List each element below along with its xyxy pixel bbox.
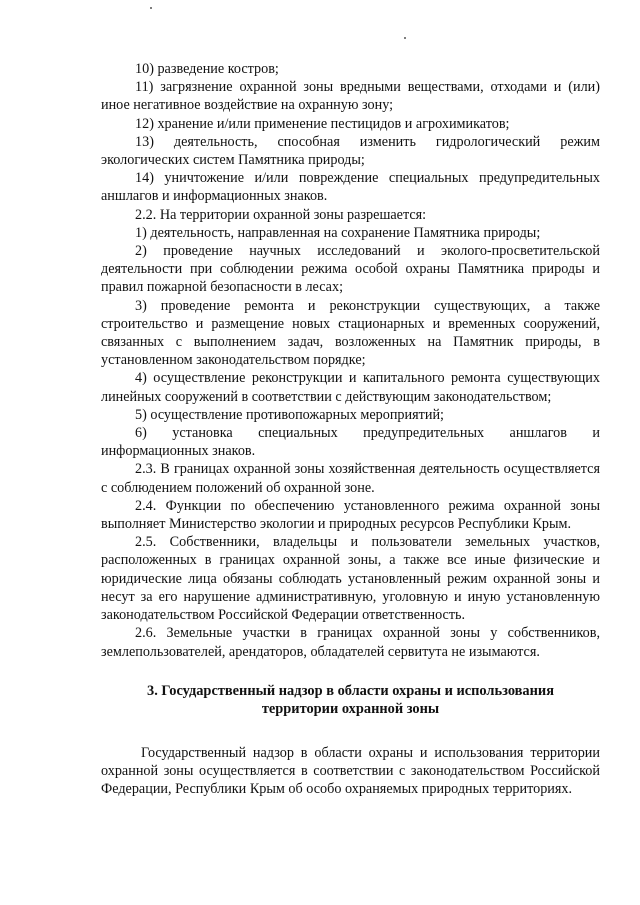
section-3-heading: 3. Государственный надзор в области охраны и использования территории охранной зоны	[147, 682, 554, 717]
allowed-item-4: 4) осуществление реконструкции и капитального ремонта существующих линейных сооружений в соответствии с действующим законодательством;	[101, 370, 600, 405]
prohibited-item-11: 11) загрязнение охранной зоны вредными веществами, отходами и (или) иное негативное воздействие на охранную зону;	[101, 79, 600, 114]
prohibited-item-14: 14) уничтожение и/или повреждение специальных предупредительных аншлагов и информационных знаков.	[101, 170, 600, 205]
prohibited-item-13: 13) деятельность, способная изменить гидрологический режим экологических систем Памятника природы;	[101, 133, 600, 169]
section-3-paragraph: Государственный надзор в области охраны и использования территории охранной зоны осуществляется в соответствии с законодательством Российской Федерации, Республики Крым об особо охраняемых природных территориях.	[101, 744, 600, 798]
prohibited-item-12: 12) хранение и/или применение пестицидов и агрохимикатов;	[135, 115, 510, 132]
allowed-item-1: 1) деятельность, направленная на сохранение Памятника природы;	[135, 224, 541, 241]
prohibited-item-10: 10) разведение костров;	[135, 61, 279, 77]
subsection-2-4: 2.4. Функции по обеспечению установленного режима охранной зоны выполняет Министерство экологии и природных ресурсов Республики Крым.	[101, 497, 600, 533]
allowed-item-3: 3) проведение ремонта и реконструкции существующих, а также строительство и размещение новых стационарных и временных сооружений, связанных с выполнением задач, возложенных на Памятник природы, в установленном законодательством порядке;	[101, 297, 600, 369]
section-2-continued	[101, 60, 600, 661]
subsection-2-5: 2.5. Собственники, владельцы и пользователи земельных участков, расположенных в границах охранной зоны, а также все иные физические и юридические лица обязаны соблюдать установленный режим охранной зоны и несут за его нарушение административную, уголовную и иную установленную законодательством Российской Федерации ответственность.	[101, 534, 600, 624]
subsection-2-2-heading: 2.2. На территории охранной зоны разрешается:	[135, 206, 427, 223]
subsection-2-6: 2.6. Земельные участки в границах охранной зоны у собственников, землепользователей, арендаторов, обладателей сервитута не изымаются.	[101, 625, 600, 660]
subsection-2-3: 2.3. В границах охранной зоны хозяйственная деятельность осуществляется с соблюдением положений об охранной зоне.	[101, 461, 600, 496]
allowed-item-6: 6) установка специальных предупредительных аншлагов и информационных знаков.	[101, 425, 600, 460]
scan-speck	[150, 7, 152, 9]
allowed-item-2: 2) проведение научных исследований и эколого-просветительской деятельности при соблюдении режима особой охраны Памятника природы и правил пожарной безопасности в лесах;	[101, 243, 600, 296]
spacer	[101, 718, 600, 744]
scan-speck	[404, 37, 406, 39]
allowed-item-5: 5) осуществление противопожарных мероприятий;	[135, 406, 444, 423]
section-3-body	[101, 744, 600, 799]
